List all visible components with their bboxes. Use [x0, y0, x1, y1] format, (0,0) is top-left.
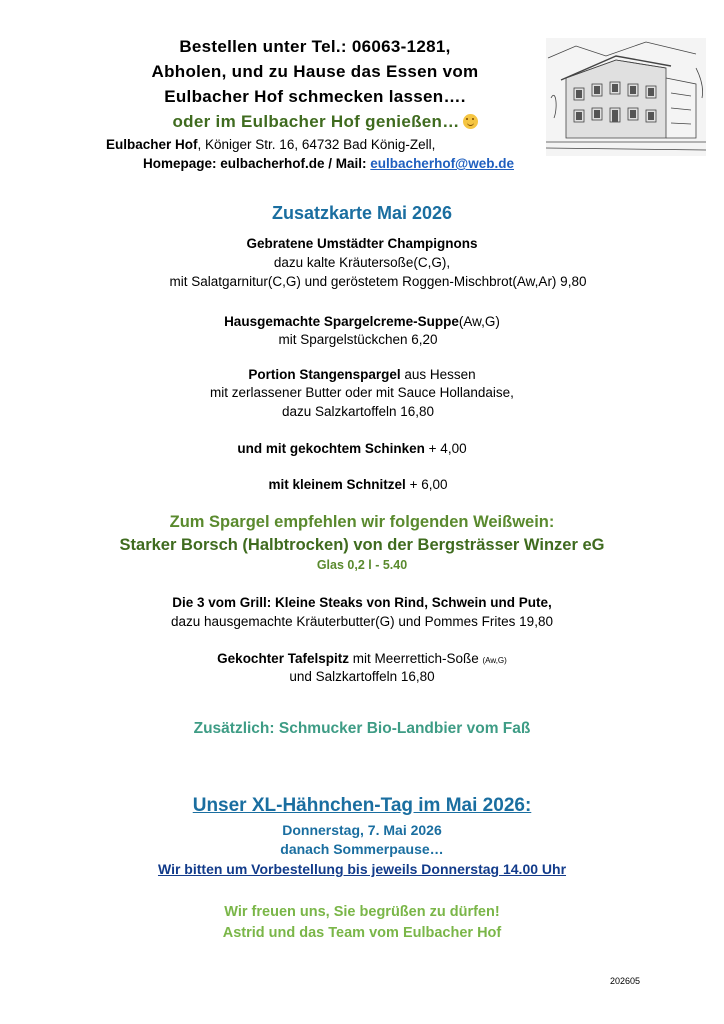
dish-grill-name: Die 3 vom Grill: Kleine Steaks von Rind, Schwein und Pute,: [172, 595, 552, 610]
wine-name-line: Starker Borsch (Halbtrocken) von der Bergsträsser Winzer eG: [119, 536, 605, 554]
footer-code: 202605: [610, 976, 641, 986]
email-link[interactable]: eulbacherhof@web.de: [370, 156, 514, 171]
smiley-icon: [463, 114, 478, 129]
dish-schnitzel-line: [0, 476, 720, 494]
dish-spargel-name-line: [0, 366, 724, 384]
dish-tafelspitz-name-rest: mit Meerrettich-Soße: [348, 651, 483, 666]
dish-champignons-line3: mit Salatgarnitur(C,G) und geröstetem Roggen-Mischbrot(Aw,Ar) 9,80: [169, 274, 587, 289]
header-enjoy-text: oder im Eulbacher Hof genießen…: [172, 112, 460, 131]
wine-recommendation-line: Zum Spargel empfehlen wir folgenden Weißwein:: [169, 513, 555, 531]
chicken-day-order-note: Wir bitten um Vorbestellung bis jeweils Donnerstag 14.00 Uhr: [157, 861, 567, 877]
dish-suppe-line2: mit Spargelstückchen 6,20: [278, 332, 438, 347]
beer-line: Zusätzlich: Schmucker Bio-Landbier vom Faß: [193, 720, 531, 737]
dish-spargel-name-rest: aus Hessen: [400, 367, 476, 382]
dish-tafelspitz-name-line: [0, 650, 724, 668]
address-rest: , Königer Str. 16, 64732 Bad König-Zell,: [197, 137, 436, 152]
address-name: Eulbacher Hof: [106, 137, 198, 152]
chicken-day-title: Unser XL-Hähnchen-Tag im Mai 2026:: [192, 795, 532, 816]
dish-schinken-price: + 4,00: [424, 441, 467, 456]
dish-tafelspitz-name: Gekochter Tafelspitz: [217, 651, 349, 666]
chicken-day-date: Donnerstag, 7. Mai 2026: [282, 822, 442, 838]
dish-spargel-line2: mit zerlassener Butter oder mit Sauce Hollandaise,: [210, 385, 514, 400]
dish-schnitzel-name: mit kleinem Schnitzel: [268, 477, 406, 492]
dish-suppe-name-line: [0, 313, 724, 331]
dish-tafelspitz-line2: und Salzkartoffeln 16,80: [289, 669, 435, 684]
chicken-day-pause: danach Sommerpause…: [280, 841, 444, 857]
dish-tafelspitz-allergens: (Aw,G): [482, 656, 507, 665]
dish-spargel-name: Portion Stangenspargel: [248, 367, 401, 382]
closing-signature-line: Astrid und das Team vom Eulbacher Hof: [222, 925, 502, 941]
dish-schnitzel-price: + 6,00: [405, 477, 448, 492]
menu-title: Zusatzkarte Mai 2026: [271, 203, 453, 223]
hotel-sketch-image: [546, 38, 706, 156]
web-prefix: Homepage: eulbacherhof.de / Mail:: [143, 156, 371, 171]
web-line: [143, 156, 514, 171]
dish-suppe-allergens: (Aw,G): [458, 314, 500, 329]
header-enjoy-line: [135, 112, 515, 132]
dish-champignons-line2: dazu kalte Kräutersoße(C,G),: [273, 255, 451, 270]
header-pickup-line: Abholen, und zu Hause das Essen vom: [151, 62, 479, 81]
dish-schinken-name: und mit gekochtem Schinken: [237, 441, 425, 456]
dish-schinken-line: [0, 440, 714, 458]
dish-suppe-name: Hausgemachte Spargelcreme-Suppe: [224, 314, 459, 329]
wine-price-line: Glas 0,2 l - 5.40: [316, 558, 408, 572]
address-line: [106, 137, 435, 152]
closing-welcome-line: Wir freuen uns, Sie begrüßen zu dürfen!: [224, 904, 500, 920]
dish-grill-line2: dazu hausgemachte Kräuterbutter(G) und Pommes Frites 19,80: [171, 614, 553, 629]
dish-spargel-line3: dazu Salzkartoffeln 16,80: [281, 404, 435, 419]
header-taste-line: Eulbacher Hof schmecken lassen….: [164, 87, 466, 106]
dish-champignons-name: Gebratene Umstädter Champignons: [246, 236, 478, 251]
header-phone-line: Bestellen unter Tel.: 06063-1281,: [179, 37, 451, 56]
